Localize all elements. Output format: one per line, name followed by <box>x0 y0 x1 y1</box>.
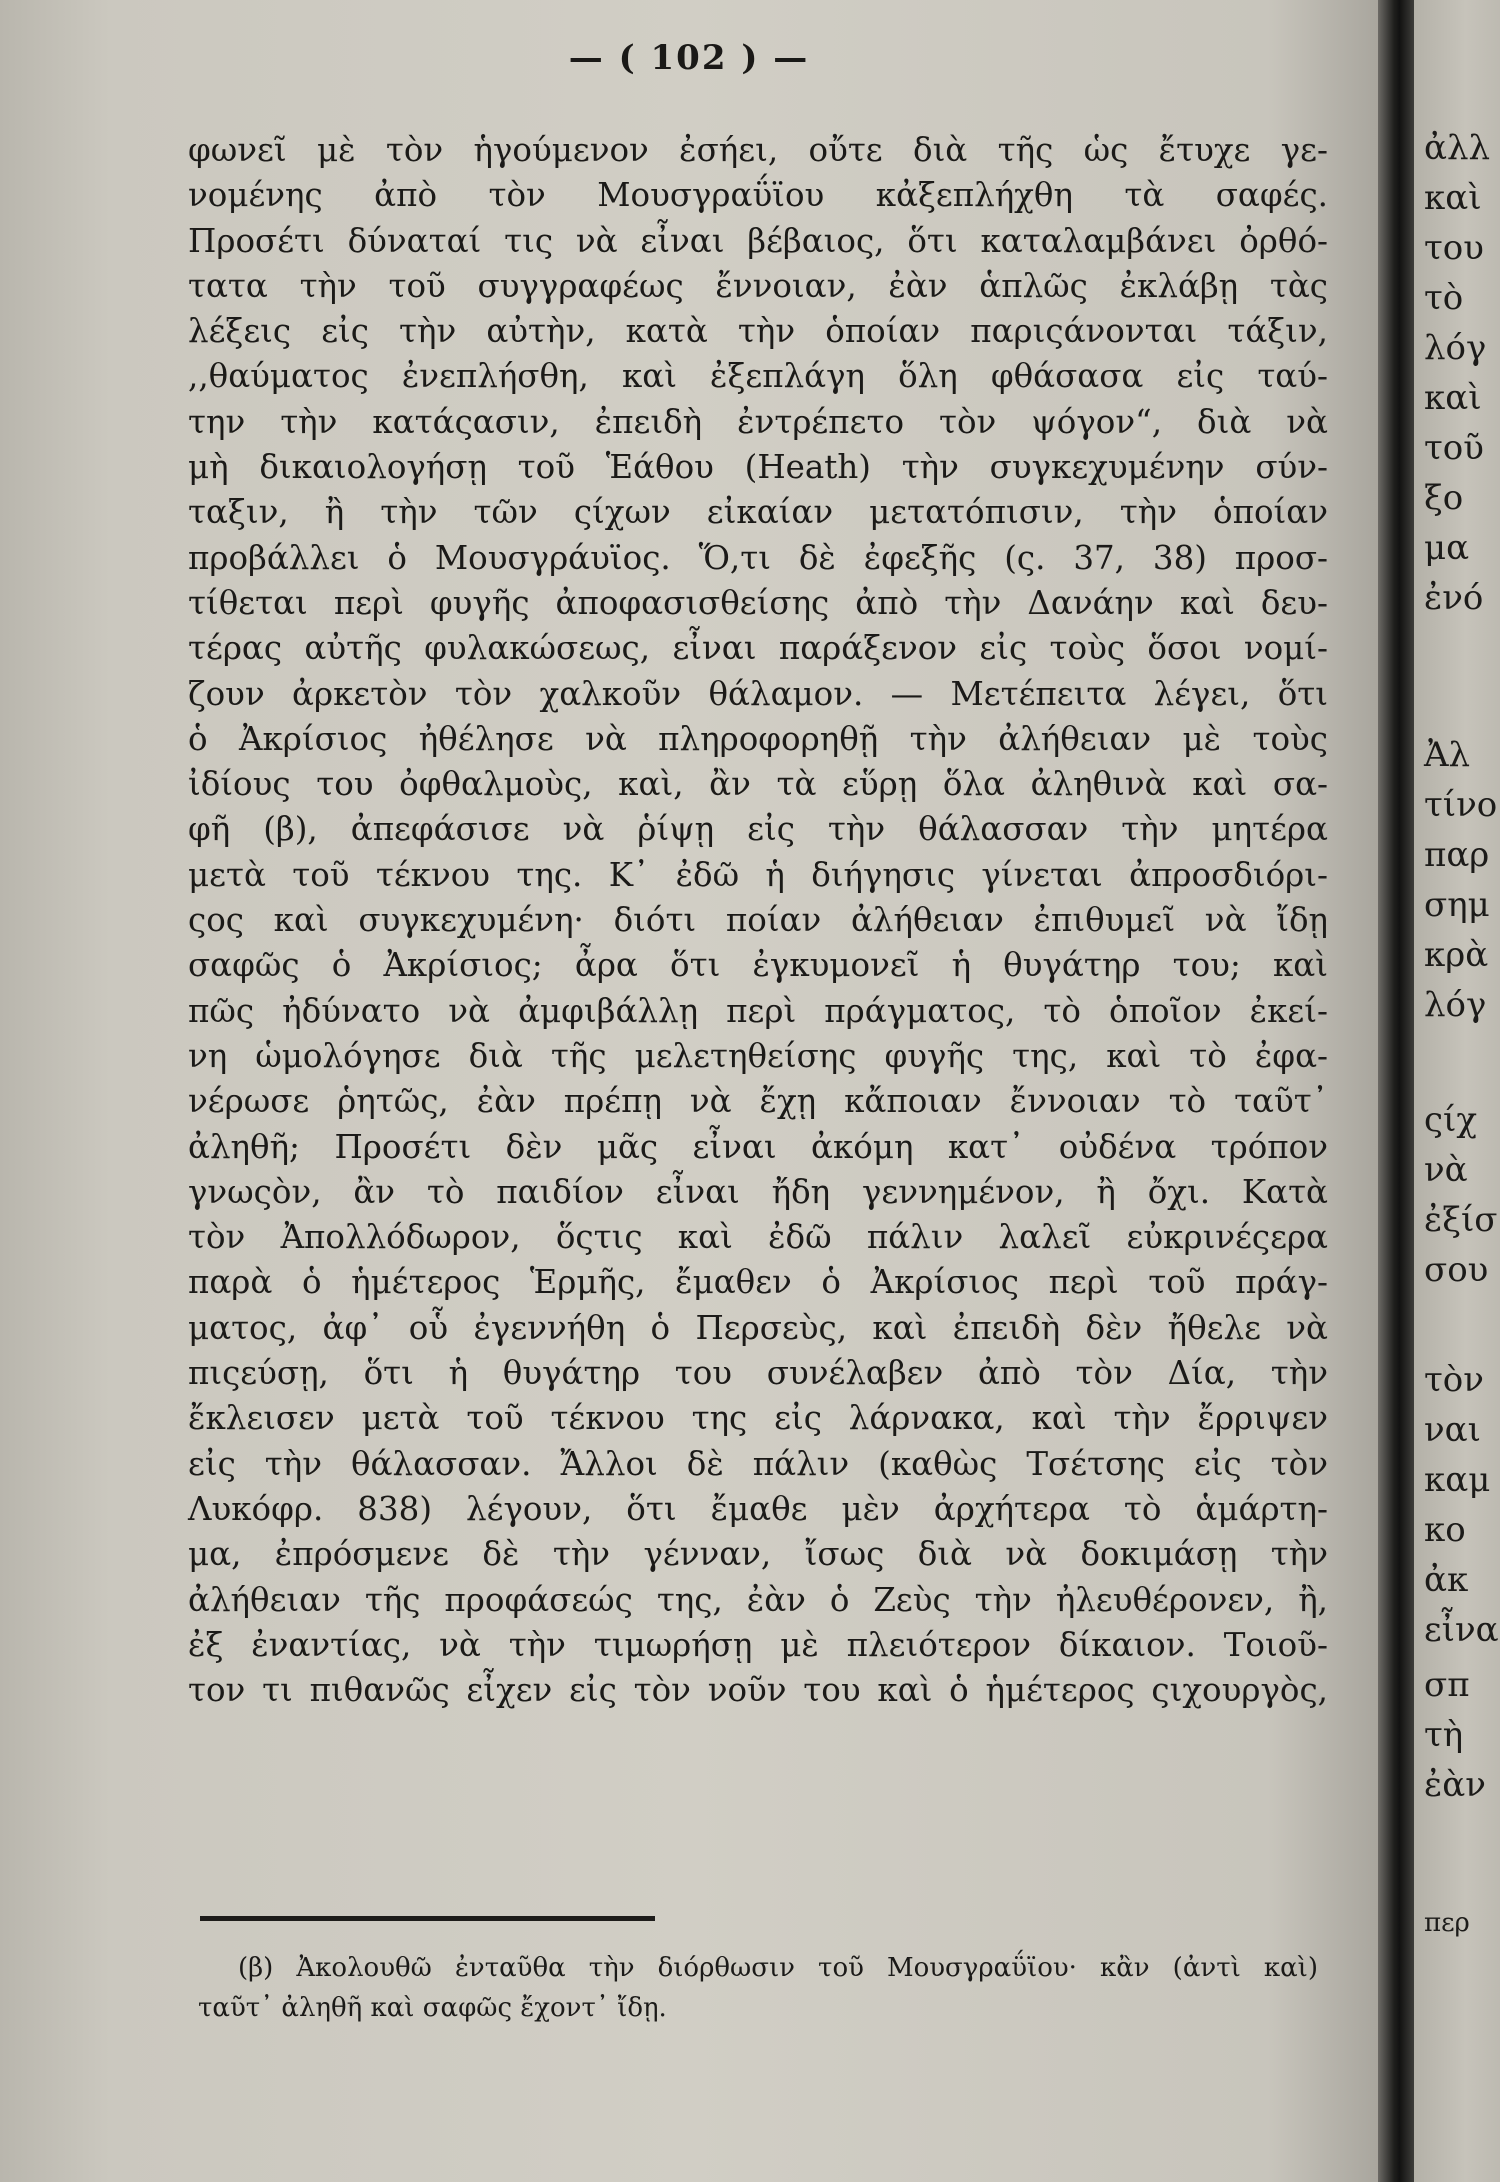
facing-page-fragment: λόγ <box>1424 328 1487 368</box>
text-line: φωνεῖ μὲ τὸν ἡγούμενον ἐσήει, οὔτε διὰ τῆς ὡς ἔτυχε γε- <box>188 131 1328 169</box>
text-line: ταξιν, ἢ τὴν τῶν ςίχων εἰκαίαν μετατόπισιν, τὴν ὁποίαν <box>188 493 1328 532</box>
text-line: γνωςὸν, ἂν τὸ παιδίον εἶναι ἤδη γεννημένον, ἢ ὄχι. Κατὰ <box>188 1172 1328 1211</box>
text-line: φῆ (β), ἀπεφάσισε νὰ ῥίψῃ εἰς τὴν θάλασσαν τὴν μητέρα <box>188 810 1328 849</box>
text-line: ὁ Ἀκρίσιος ἠθέλησε νὰ πληροφορηθῇ τὴν ἀλήθειαν μὲ τοὺς <box>188 719 1328 758</box>
facing-page-fragment: σημ <box>1424 885 1490 925</box>
text-line: ζουν ἀρκετὸν τὸν χαλκοῦν θάλαμον. — Μετέπειτα λέγει, ὅτι <box>188 674 1328 713</box>
facing-page-fragment: περ <box>1424 1908 1470 1938</box>
text-line: Λυκόφρ. 838) λέγουν, ὅτι ἔμαθε μὲν ἀρχήτερα τὸ ἁμάρτη- <box>188 1489 1328 1528</box>
facing-page-fragment: ἐνό <box>1424 578 1484 618</box>
text-line: πιςεύσῃ, ὅτι ἡ θυγάτηρ του συνέλαβεν ἀπὸ τὸν Δία, τὴν <box>188 1354 1328 1393</box>
footnote-rule <box>200 1916 655 1921</box>
text-line: μα, ἐπρόσμενε δὲ τὴν γένναν, ἴσως διὰ νὰ δοκιμάσῃ τὴν <box>188 1535 1328 1574</box>
facing-page-fragment: μα <box>1424 528 1470 568</box>
text-line: τατα τὴν τοῦ συγγραφέως ἔννοιαν, ἐὰν ἁπλῶς ἐκλάβῃ τὰς <box>188 266 1328 305</box>
facing-page-fragment: ἀλλ <box>1424 128 1491 168</box>
text-line: μετὰ τοῦ τέκνου της. Κ᾽ ἐδῶ ἡ διήγησις γίνεται ἀπροσδιόρι- <box>188 855 1328 894</box>
text-line: νη ὡμολόγησε διὰ τῆς μελετηθείσης φυγῆς της, καὶ τὸ ἐφα- <box>188 1036 1328 1075</box>
text-line: τέρας αὐτῆς φυλακώσεως, εἶναι παράξενον εἰς τοὺς ὅσοι νομί- <box>188 629 1328 668</box>
facing-page-fragment: Ἀλ <box>1424 735 1471 775</box>
facing-page-fragment: ναι <box>1424 1410 1481 1450</box>
facing-page-edge <box>1414 0 1500 2182</box>
footnote-line: ταῦτ᾽ ἀληθῆ καὶ σαφῶς ἔχοντ᾽ ἴδῃ. <box>198 1993 667 2023</box>
facing-page-fragment: καὶ <box>1424 378 1482 418</box>
facing-page-fragment: τὴ <box>1424 1715 1464 1755</box>
book-gutter <box>1378 0 1414 2182</box>
facing-page-fragment: καμ <box>1424 1460 1491 1500</box>
text-line: πῶς ἠδύνατο νὰ ἀμφιβάλλῃ περὶ πράγματος, τὸ ὁποῖον ἐκεί- <box>188 991 1328 1030</box>
facing-page-fragment: ἐὰν <box>1424 1765 1486 1805</box>
text-line: Προσέτι δύναταί τις νὰ εἶναι βέβαιος, ὅτι καταλαμβάνει ὀρθό- <box>188 221 1328 260</box>
facing-page-fragment: σπ <box>1424 1665 1470 1705</box>
facing-page-fragment: νὰ <box>1424 1150 1468 1190</box>
text-line: την τὴν κατάςασιν, ἐπειδὴ ἐντρέπετο τὸν ψόγον“, διὰ νὰ <box>188 402 1328 441</box>
text-line: ςος καὶ συγκεχυμένη· διότι ποίαν ἀλήθειαν ἐπιθυμεῖ νὰ ἴδῃ <box>188 901 1328 940</box>
facing-page-fragment: τὸ <box>1424 278 1464 318</box>
facing-page-fragment: τίνο <box>1424 785 1498 825</box>
text-line: νέρωσε ῥητῶς, ἐὰν πρέπῃ νὰ ἔχῃ κἄποιαν ἔννοιαν τὸ ταῦτ᾽ <box>188 1082 1328 1121</box>
text-line: ἐξ ἐναντίας, νὰ τὴν τιμωρήσῃ μὲ πλειότερον δίκαιον. Τοιοῦ- <box>188 1625 1328 1664</box>
facing-page-fragment: τὸν <box>1424 1360 1484 1400</box>
text-line: νομένης ἀπὸ τὸν Μουσγραΰϊου κἀξεπλήχθη τὰ σαφές. <box>188 176 1328 215</box>
facing-page-fragment: ξο <box>1424 478 1464 518</box>
facing-page-fragment: κρὰ <box>1424 935 1489 975</box>
text-line: ἀληθῆ; Προσέτι δὲν μᾶς εἶναι ἀκόμη κατ᾽ οὐδένα τρόπον <box>188 1127 1328 1166</box>
page-number-heading: — ( 102 ) — <box>568 38 810 78</box>
facing-page-fragment: κο <box>1424 1510 1466 1550</box>
facing-page-fragment: ἀκ <box>1424 1560 1469 1600</box>
text-line: μὴ δικαιολογήσῃ τοῦ Ἑάθου (Heath) τὴν συγκεχυμένην σύν- <box>188 448 1328 487</box>
text-line: τὸν Ἀπολλόδωρον, ὅςτις καὶ ἐδῶ πάλιν λαλεῖ εὐκρινέςερα <box>188 1218 1328 1257</box>
text-line: ματος, ἀφ᾽ οὗ ἐγεννήθη ὁ Περσεὺς, καὶ ἐπειδὴ δὲν ἤθελε νὰ <box>188 1308 1328 1347</box>
facing-page-fragment: τοῦ <box>1424 428 1484 468</box>
facing-page-fragment: ἐξίσ <box>1424 1200 1498 1240</box>
main-text <box>188 128 1328 1713</box>
text-line: προβάλλει ὁ Μουσγράυϊος. Ὅ,τι δὲ ἐφεξῆς (ς. 37, 38) προσ- <box>188 538 1328 577</box>
facing-page-fragment: λόγ <box>1424 985 1487 1025</box>
text-line: σαφῶς ὁ Ἀκρίσιος; ἆρα ὅτι ἐγκυμονεῖ ἡ θυγάτηρ του; καὶ <box>188 946 1328 985</box>
text-line: ἰδίους του ὀφθαλμοὺς, καὶ, ἂν τὰ εὕρῃ ὅλα ἀληθινὰ καὶ σα- <box>188 765 1328 804</box>
text-line: τίθεται περὶ φυγῆς ἀποφασισθείσης ἀπὸ τὴν Δανάην καὶ δευ- <box>188 583 1328 622</box>
facing-page-fragment: σου <box>1424 1250 1489 1290</box>
text-line: τον τι πιθανῶς εἶχεν εἰς τὸν νοῦν του καὶ ὁ ἡμέτερος ςιχουργὸς, <box>188 1671 1328 1710</box>
facing-page-fragment: ςίχ <box>1424 1100 1477 1140</box>
footnote-line: (β) Ἀκολουθῶ ἐνταῦθα τὴν διόρθωσιν τοῦ Μουσγραΰϊου· κἂν (ἀντὶ καὶ) <box>238 1953 1318 1983</box>
text-line: παρὰ ὁ ἡμέτερος Ἑρμῆς, ἔμαθεν ὁ Ἀκρίσιος περὶ τοῦ πράγ- <box>188 1263 1328 1302</box>
text-line: εἰς τὴν θάλασσαν. Ἄλλοι δὲ πάλιν (καθὼς Τσέτσης εἰς τὸν <box>188 1444 1328 1483</box>
facing-page-fragment: παρ <box>1424 835 1490 875</box>
text-line: ἀλήθειαν τῆς προφάσεώς της, ἐὰν ὁ Ζεὺς τὴν ἠλευθέρονεν, ἢ, <box>188 1580 1328 1619</box>
facing-page-fragment: του <box>1424 228 1484 268</box>
facing-page-fragment: εἶνα <box>1424 1610 1499 1650</box>
footnote <box>198 1948 1318 2028</box>
facing-page-fragment: καὶ <box>1424 178 1482 218</box>
text-line: ἔκλεισεν μετὰ τοῦ τέκνου της εἰς λάρνακα, καὶ τὴν ἔρριψεν <box>188 1399 1328 1438</box>
text-line: ,,θαύματος ἐνεπλήσθη, καὶ ἐξεπλάγη ὅλη φθάσασα εἰς ταύ- <box>188 357 1328 396</box>
text-line: λέξεις εἰς τὴν αὐτὴν, κατὰ τὴν ὁποίαν παριςάνονται τάξιν, <box>188 312 1328 351</box>
